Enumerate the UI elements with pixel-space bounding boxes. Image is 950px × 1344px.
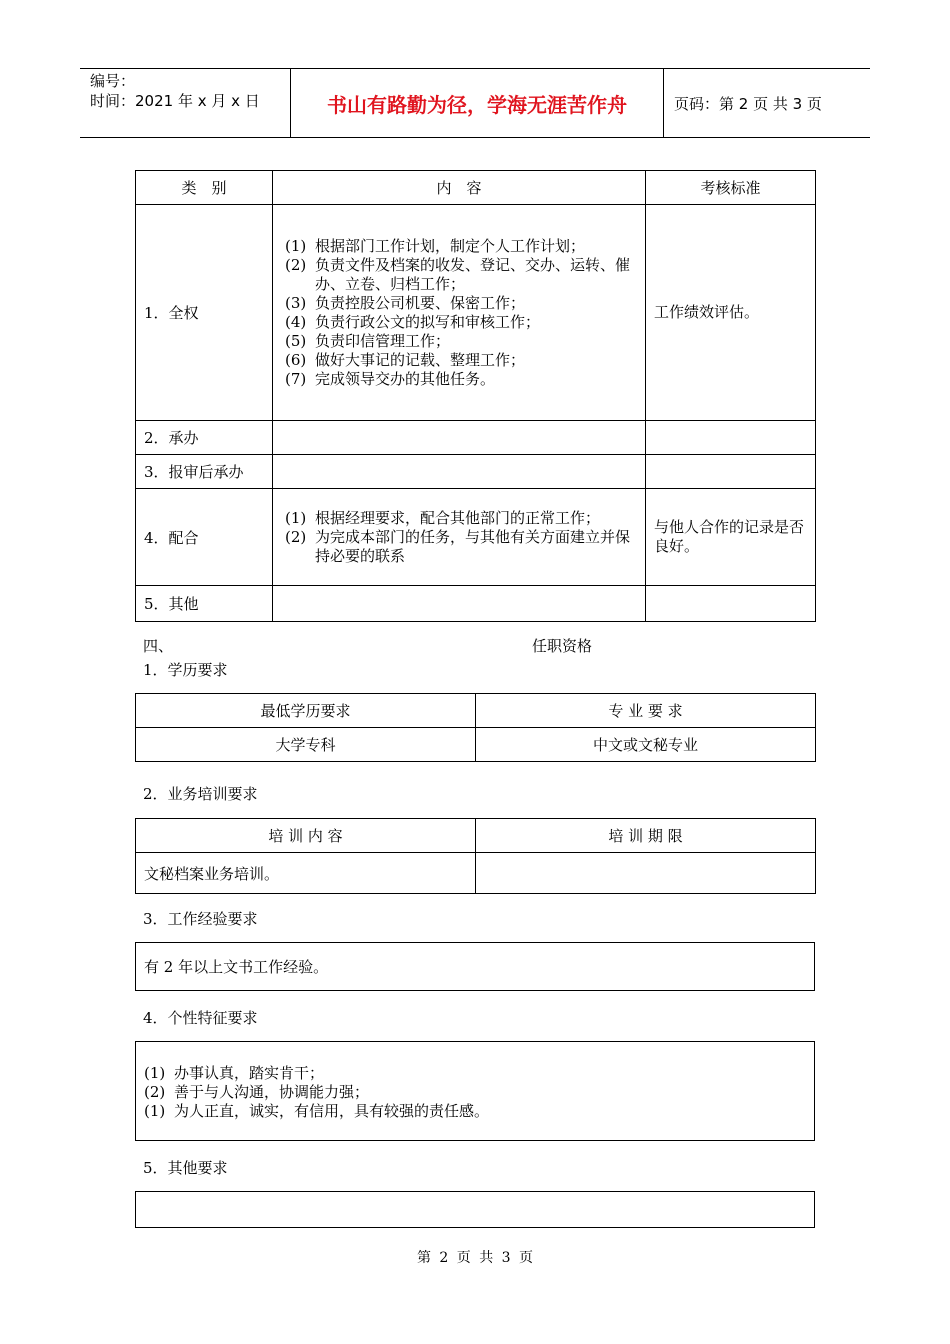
list-item: (3) 负责控股公司机要、保密工作； (285, 293, 526, 312)
list-item: (1) 办事认真，踏实肯干； (144, 1064, 325, 1082)
duty-table-header (136, 171, 816, 205)
row-category: 5．其他 (136, 586, 273, 622)
section-number: 四、 (143, 637, 174, 655)
table-row (136, 455, 816, 489)
row-standard (646, 455, 816, 489)
personality-box (135, 1041, 815, 1141)
row-standard: 与他人合作的记录是否良好。 (646, 489, 816, 586)
row-category: 4．配合 (136, 489, 273, 586)
education-header-major: 专 业 要 求 (476, 694, 816, 728)
row-standard (646, 586, 816, 622)
table-row (136, 819, 816, 853)
education-label: 1．学历要求 (143, 661, 228, 679)
time-label: 时间：2021 年 x 月 x 日 (90, 92, 260, 110)
experience-label: 3．工作经验要求 (143, 910, 258, 928)
row-category: 3．报审后承办 (136, 455, 273, 489)
row-standard: 工作绩效评估。 (646, 205, 816, 421)
experience-box (135, 942, 815, 991)
list-item: (7) 完成领导交办的其他任务。 (285, 369, 496, 388)
row-content (273, 455, 646, 489)
table-row (136, 728, 816, 762)
experience-text: 有 2 年以上文书工作经验。 (144, 958, 329, 976)
list-item: (2) 善于与人沟通，协调能力强； (144, 1083, 370, 1101)
education-value-min: 大学专科 (136, 728, 476, 762)
education-value-major: 中文或文秘专业 (476, 728, 816, 762)
training-value-period (476, 853, 816, 894)
personality-list (136, 1064, 814, 1121)
content-list (273, 509, 645, 566)
list-item: (1) 根据部门工作计划，制定个人工作计划； (285, 236, 586, 255)
list-item: (1) 根据经理要求，配合其他部门的正常工作； (285, 508, 601, 527)
section-title: 任职资格 (532, 637, 593, 655)
list-item: (6) 做好大事记的记载、整理工作； (285, 350, 526, 369)
row-content (273, 586, 646, 622)
serial-label: 编号： (90, 72, 136, 90)
table-row (136, 421, 816, 455)
header-content: 内 容 (273, 171, 646, 205)
training-table (135, 818, 816, 894)
duty-table (135, 170, 816, 622)
list-item: (2) 为完成本部门的任务，与其他有关方面建立并保持必要的联系 (285, 527, 631, 565)
table-row (136, 489, 816, 586)
training-header-period: 培 训 期 限 (476, 819, 816, 853)
header-page-info: 页码：第 2 页 共 3 页 (674, 94, 822, 113)
list-item: (1) 为人正直，诚实，有信用，具有较强的责任感。 (144, 1102, 490, 1120)
table-row (136, 205, 816, 421)
table-row (136, 694, 816, 728)
row-content (273, 421, 646, 455)
training-header-content: 培 训 内 容 (136, 819, 476, 853)
table-row (136, 853, 816, 894)
row-standard (646, 421, 816, 455)
list-item: (4) 负责行政公文的拟写和审核工作； (285, 312, 541, 331)
list-item: (5) 负责印信管理工作； (285, 331, 451, 350)
education-table (135, 693, 816, 762)
content-list (273, 237, 645, 389)
other-box (135, 1191, 815, 1228)
header-standard: 考核标准 (646, 171, 816, 205)
row-category: 2．承办 (136, 421, 273, 455)
page-footer: 第 2 页 共 3 页 (416, 1250, 534, 1266)
personality-label: 4．个性特征要求 (143, 1009, 258, 1027)
training-label: 2．业务培训要求 (143, 785, 258, 803)
other-label: 5．其他要求 (143, 1159, 228, 1177)
list-item: (2) 负责文件及档案的收发、登记、交办、运转、催办、立卷、归档工作； (285, 255, 631, 293)
header-meta (80, 69, 291, 137)
education-header-min: 最低学历要求 (136, 694, 476, 728)
document-header (80, 68, 870, 138)
row-category: 1．全权 (136, 205, 273, 421)
row-content (273, 205, 646, 421)
header-category: 类 别 (136, 171, 273, 205)
table-row (136, 586, 816, 622)
training-value-content: 文秘档案业务培训。 (136, 853, 476, 894)
header-motto: 书山有路勤为径，学海无涯苦作舟 (291, 69, 664, 137)
row-content (273, 489, 646, 586)
